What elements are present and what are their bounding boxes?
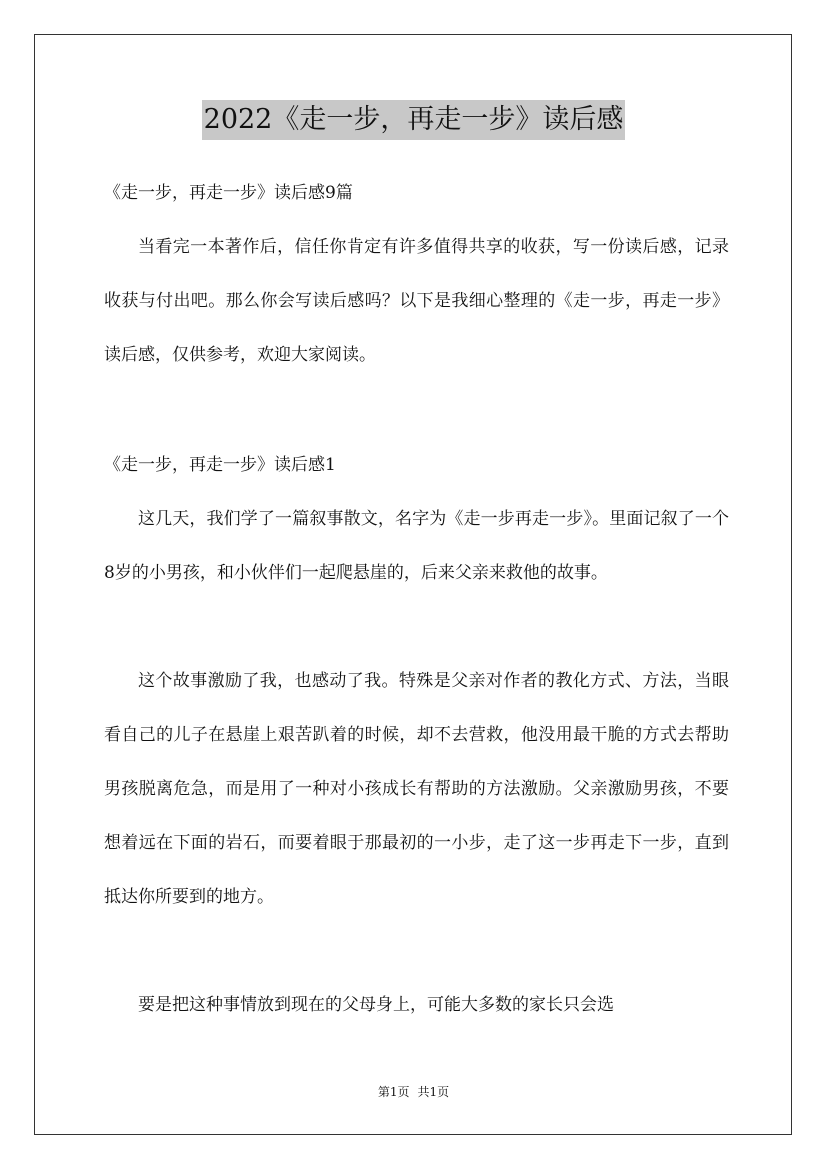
body-paragraph: 这个故事激励了我，也感动了我。特殊是父亲对作者的教化方式、方法，当眼看自己的儿子在悬崖上艰苦趴着的时候，却不去营救，他没用最干脆的方式去帮助男孩脱离危急，而是用了一种对小孩成长有帮助的方法激励。父亲激励男孩，不要想着远在下面的岩石，而要着眼于那最初的一小步，走了这一步再走下一步，直到抵达你所要到的地方。 (104, 671, 729, 907)
page-number: 第1页 (377, 1085, 410, 1099)
body-paragraph: 这几天，我们学了一篇叙事散文，名字为《走一步再走一步》。里面记叙了一个8岁的小男孩，和小伙伴们一起爬悬崖的，后来父亲来救他的故事。 (104, 509, 729, 583)
section-heading: 《走一步，再走一步》读后感1 (104, 455, 336, 475)
page-footer (0, 1084, 827, 1100)
title-container (0, 100, 827, 140)
document-subtitle: 《走一步，再走一步》读后感9篇 (104, 183, 353, 203)
body-paragraph: 要是把这种事情放到现在的父母身上，可能大多数的家长只会选 (138, 995, 614, 1015)
page-total: 共1页 (417, 1085, 450, 1099)
intro-paragraph: 当看完一本著作后，信任你肯定有许多值得共享的收获，写一份读后感，记录收获与付出吧。那么你会写读后感吗？以下是我细心整理的《走一步，再走一步》读后感，仅供参考，欢迎大家阅读。 (104, 237, 729, 365)
document-title: 2022《走一步，再走一步》读后感 (202, 100, 626, 140)
